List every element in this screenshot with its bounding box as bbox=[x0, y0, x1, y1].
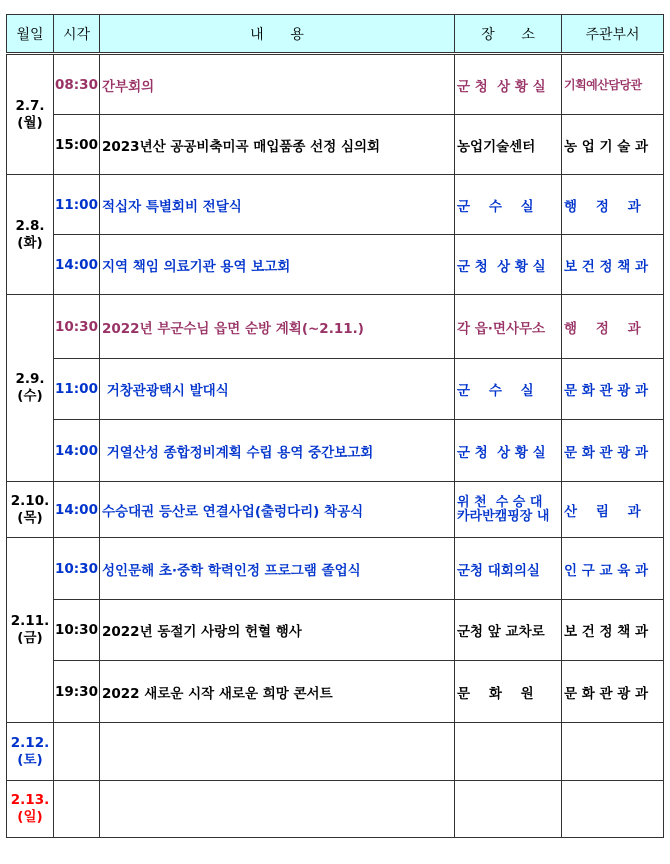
empty-day-row bbox=[7, 781, 664, 838]
event-content: 2022년 부군수님 읍면 순방 계획(~2.11.) bbox=[100, 295, 455, 359]
event-content: 적십자 특별회비 전달식 bbox=[100, 175, 455, 235]
event-dept bbox=[562, 359, 664, 420]
event-dept bbox=[562, 295, 664, 359]
event-time: 14:00 bbox=[54, 420, 100, 482]
event-place bbox=[455, 781, 562, 838]
weekday: (일) bbox=[17, 809, 43, 825]
event-place-line2: 카라반캠핑장 내 bbox=[457, 508, 550, 524]
event-time: 15:00 bbox=[54, 115, 100, 175]
event-place-text: 농업기술센터 bbox=[457, 138, 536, 155]
weekday: (토) bbox=[17, 751, 43, 768]
date-number: 2.11. bbox=[10, 613, 50, 629]
event-content: 2022년 동절기 사랑의 헌혈 행사 bbox=[100, 600, 455, 661]
event-content bbox=[100, 723, 455, 781]
event-place-text: 군 수 실 bbox=[457, 383, 534, 399]
event-dept bbox=[562, 420, 664, 482]
event-time bbox=[54, 723, 100, 781]
event-place bbox=[455, 482, 562, 538]
date-cell bbox=[7, 175, 54, 295]
empty-day-row bbox=[7, 723, 664, 781]
weekday: (목) bbox=[17, 509, 43, 526]
event-dept bbox=[562, 175, 664, 235]
header-row bbox=[7, 15, 664, 54]
event-place-text: 군 청 상 황 실 bbox=[457, 78, 546, 95]
schedule-body bbox=[7, 54, 664, 838]
event-dept bbox=[562, 661, 664, 723]
date-cell bbox=[7, 538, 54, 723]
header-time: 시각 bbox=[54, 15, 100, 54]
event-dept bbox=[562, 482, 664, 538]
event-dept-text: 문 화 관 광 과 bbox=[564, 444, 649, 461]
event-place bbox=[455, 723, 562, 781]
event-time: 14:00 bbox=[54, 482, 100, 538]
header-place: 장 소 bbox=[455, 15, 562, 54]
event-row bbox=[7, 482, 664, 538]
event-row bbox=[7, 359, 664, 420]
event-dept bbox=[562, 538, 664, 600]
event-dept bbox=[562, 600, 664, 661]
date-number: 2.7. bbox=[15, 97, 45, 114]
event-content: 간부회의 bbox=[100, 54, 455, 115]
event-time: 11:00 bbox=[54, 359, 100, 420]
event-content: 성인문해 초·중학 학력인정 프로그램 졸업식 bbox=[100, 538, 455, 600]
event-row bbox=[7, 600, 664, 661]
event-dept-text: 보 건 정 책 과 bbox=[564, 258, 649, 275]
event-place bbox=[455, 295, 562, 359]
date-number: 2.8. bbox=[15, 217, 45, 234]
event-content: 거열산성 종합정비계획 수립 용역 중간보고회 bbox=[100, 420, 455, 482]
event-dept-text: 행 정 과 bbox=[564, 198, 641, 215]
event-time: 14:00 bbox=[54, 235, 100, 295]
event-place-text: 군청 대회의실 bbox=[457, 562, 540, 579]
event-place-text: 군 청 상 황 실 bbox=[457, 258, 546, 275]
event-row bbox=[7, 235, 664, 295]
event-dept-text: 인 구 교 육 과 bbox=[564, 562, 649, 579]
weekday: (화) bbox=[17, 234, 43, 251]
header-content: 내 용 bbox=[100, 15, 455, 54]
event-row bbox=[7, 420, 664, 482]
weekday: (수) bbox=[17, 388, 43, 404]
schedule-table bbox=[6, 14, 664, 838]
event-place-line1: 위 천 수 승 대 bbox=[457, 494, 543, 510]
event-row bbox=[7, 538, 664, 600]
event-dept-text: 산 림 과 bbox=[564, 503, 641, 520]
event-row bbox=[7, 175, 664, 235]
event-time: 10:30 bbox=[54, 600, 100, 661]
event-content bbox=[100, 781, 455, 838]
event-row bbox=[7, 54, 664, 115]
event-content: 2023년산 공공비축미곡 매입품종 선정 심의회 bbox=[100, 115, 455, 175]
event-time: 11:00 bbox=[54, 175, 100, 235]
header-date: 월일 bbox=[7, 15, 54, 54]
event-place bbox=[455, 54, 562, 115]
date-number: 2.9. bbox=[15, 371, 45, 387]
event-place bbox=[455, 235, 562, 295]
event-time: 19:30 bbox=[54, 661, 100, 723]
event-content: 2022 새로운 시작 새로운 희망 콘서트 bbox=[100, 661, 455, 723]
event-place bbox=[455, 359, 562, 420]
event-row bbox=[7, 295, 664, 359]
event-time: 10:30 bbox=[54, 295, 100, 359]
event-place bbox=[455, 661, 562, 723]
event-row bbox=[7, 661, 664, 723]
event-dept-text: 문 화 관 광 과 bbox=[564, 383, 649, 399]
event-content: 수승대권 등산로 연결사업(출렁다리) 착공식 bbox=[100, 482, 455, 538]
date-cell bbox=[7, 295, 54, 482]
date-cell bbox=[7, 781, 54, 838]
event-time bbox=[54, 781, 100, 838]
event-place-text: 각 읍·면사무소 bbox=[457, 320, 546, 337]
event-dept-text: 기획예산담당관 bbox=[564, 78, 642, 92]
event-place-text: 군청 앞 교차로 bbox=[457, 624, 545, 640]
event-content: 지역 책임 의료기관 용역 보고회 bbox=[100, 235, 455, 295]
date-number: 2.12. bbox=[10, 734, 50, 751]
event-place bbox=[455, 175, 562, 235]
event-dept-text: 문 화 관 광 과 bbox=[564, 685, 649, 702]
event-dept-text: 보 건 정 책 과 bbox=[564, 624, 649, 640]
event-time: 08:30 bbox=[54, 54, 100, 115]
header-dept: 주관부서 bbox=[562, 15, 664, 54]
event-dept bbox=[562, 235, 664, 295]
event-dept bbox=[562, 54, 664, 115]
event-dept-text: 농 업 기 술 과 bbox=[564, 138, 649, 155]
event-place-text: 군 수 실 bbox=[457, 198, 534, 215]
date-number: 2.13. bbox=[10, 792, 50, 808]
event-row bbox=[7, 115, 664, 175]
date-cell bbox=[7, 482, 54, 538]
event-dept bbox=[562, 781, 664, 838]
event-time: 10:30 bbox=[54, 538, 100, 600]
date-cell bbox=[7, 54, 54, 175]
weekday: (월) bbox=[17, 114, 43, 131]
event-place bbox=[455, 420, 562, 482]
event-place bbox=[455, 115, 562, 175]
date-number: 2.10. bbox=[10, 492, 50, 509]
event-dept bbox=[562, 115, 664, 175]
event-place bbox=[455, 538, 562, 600]
event-dept-text: 행 정 과 bbox=[564, 320, 641, 337]
event-content: 거창관광택시 발대식 bbox=[100, 359, 455, 420]
event-dept bbox=[562, 723, 664, 781]
event-place-text: 문 화 원 bbox=[457, 685, 534, 702]
date-cell bbox=[7, 723, 54, 781]
event-place bbox=[455, 600, 562, 661]
weekday: (금) bbox=[17, 630, 43, 646]
event-place-text: 군 청 상 황 실 bbox=[457, 444, 546, 461]
